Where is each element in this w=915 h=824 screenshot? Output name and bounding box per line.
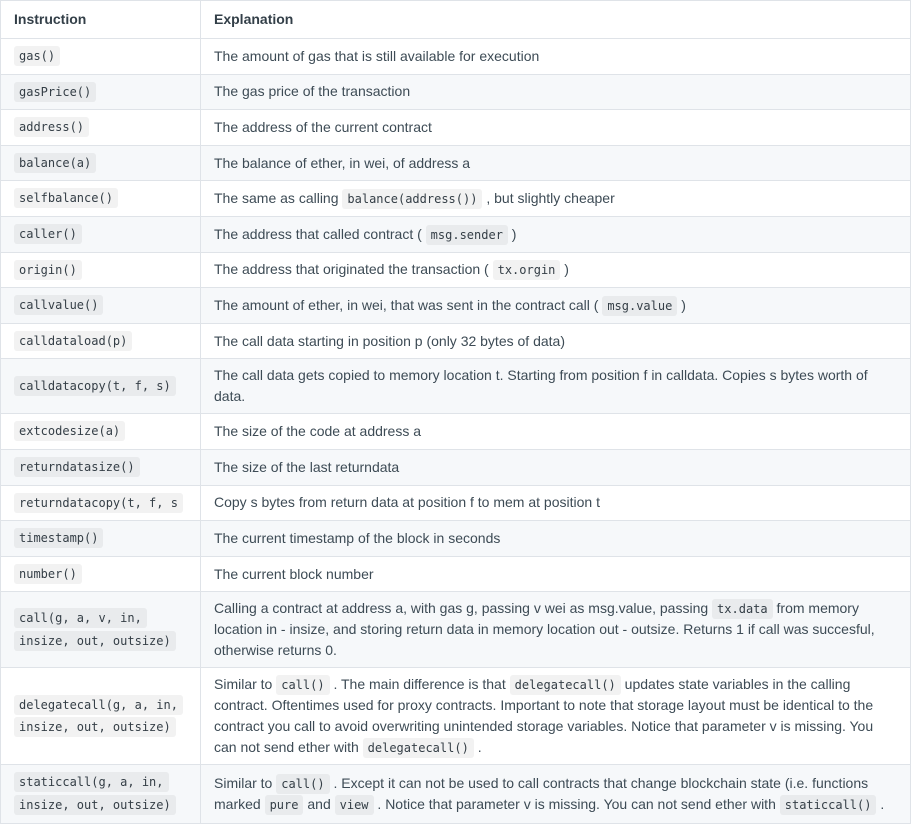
column-header-instruction: Instruction xyxy=(1,1,201,39)
instruction-cell xyxy=(1,145,201,181)
table-row xyxy=(1,216,911,252)
inline-code-chip: msg.value xyxy=(602,296,677,316)
instruction-code-chip: calldatacopy(t, f, s) xyxy=(14,376,176,396)
instruction-cell xyxy=(1,323,201,359)
table-row xyxy=(1,145,911,181)
table-row xyxy=(1,414,911,450)
instruction-code-chip: gas() xyxy=(14,46,60,66)
instruction-cell xyxy=(1,668,201,765)
instruction-cell xyxy=(1,110,201,146)
table-row xyxy=(1,521,911,557)
instruction-cell xyxy=(1,39,201,75)
inline-code-chip: call() xyxy=(276,774,329,794)
instruction-code-chip: call(g, a, v, in, insize, out, outsize) xyxy=(14,608,176,651)
inline-code-chip: msg.sender xyxy=(426,225,508,245)
table-row xyxy=(1,668,911,765)
explanation-cell: The gas price of the transaction xyxy=(201,74,911,110)
instruction-cell xyxy=(1,765,201,823)
instruction-cell xyxy=(1,485,201,521)
instruction-code-chip: caller() xyxy=(14,224,82,244)
explanation-cell: Copy s bytes from return data at position f to mem at position t xyxy=(201,485,911,521)
table-row xyxy=(1,323,911,359)
explanation-cell: The amount of gas that is still available for execution xyxy=(201,39,911,75)
explanation-cell: The call data starting in position p (only 32 bytes of data) xyxy=(201,323,911,359)
instruction-code-chip: calldataload(p) xyxy=(14,331,132,351)
instruction-code-chip: address() xyxy=(14,117,89,137)
explanation-cell: Calling a contract at address a, with gas g, passing v wei as msg.value, passing tx.data from memory location in - insize, and storing return data in memory location out - outsize. Returns 1 if call was succesful, otherwise returns 0. xyxy=(201,592,911,668)
explanation-cell: Similar to call() . The main difference is that delegatecall() updates state variables in the calling contract. Oftentimes used for proxy contracts. Important to note that storage layout must be identical to the contract you call to avoid overwriting unintended storage variables. Notice that parameter v is missing. You can not send ether with delegatecall() . xyxy=(201,668,911,765)
instruction-code-chip: staticcall(g, a, in, insize, out, outsize) xyxy=(14,772,176,815)
instruction-cell xyxy=(1,414,201,450)
explanation-cell: The balance of ether, in wei, of address a xyxy=(201,145,911,181)
explanation-cell: The current timestamp of the block in seconds xyxy=(201,521,911,557)
table-row xyxy=(1,359,911,414)
table-row xyxy=(1,765,911,823)
table-row xyxy=(1,449,911,485)
explanation-cell: The same as calling balance(address()) , but slightly cheaper xyxy=(201,181,911,217)
instruction-cell xyxy=(1,288,201,324)
instruction-cell xyxy=(1,359,201,414)
instruction-code-chip: callvalue() xyxy=(14,295,103,315)
instruction-code-chip: returndatasize() xyxy=(14,457,140,477)
explanation-cell: The current block number xyxy=(201,556,911,592)
instruction-cell xyxy=(1,556,201,592)
inline-code-chip: call() xyxy=(276,675,329,695)
instruction-code-chip: returndatacopy(t, f, s xyxy=(14,493,183,513)
instruction-code-chip: extcodesize(a) xyxy=(14,421,125,441)
instruction-code-chip: selfbalance() xyxy=(14,188,118,208)
instruction-cell xyxy=(1,74,201,110)
table-row xyxy=(1,485,911,521)
inline-code-chip: pure xyxy=(265,795,304,815)
instruction-cell xyxy=(1,181,201,217)
instruction-cell xyxy=(1,252,201,288)
header-row xyxy=(1,1,911,39)
table-row xyxy=(1,252,911,288)
instruction-code-chip: timestamp() xyxy=(14,528,103,548)
instruction-cell xyxy=(1,449,201,485)
inline-code-chip: staticcall() xyxy=(780,795,877,815)
inline-code-chip: view xyxy=(335,795,374,815)
table-row xyxy=(1,39,911,75)
instruction-code-chip: origin() xyxy=(14,260,82,280)
inline-code-chip: balance(address()) xyxy=(342,189,482,209)
table-row xyxy=(1,592,911,668)
explanation-cell: The address that called contract ( msg.sender ) xyxy=(201,216,911,252)
explanation-cell: The size of the last returndata xyxy=(201,449,911,485)
table-row xyxy=(1,110,911,146)
explanation-cell: The size of the code at address a xyxy=(201,414,911,450)
table-row xyxy=(1,288,911,324)
column-header-explanation: Explanation xyxy=(201,1,911,39)
instruction-code-chip: number() xyxy=(14,564,82,584)
explanation-cell: The amount of ether, in wei, that was sent in the contract call ( msg.value ) xyxy=(201,288,911,324)
explanation-cell: The call data gets copied to memory location t. Starting from position f in calldata. Copies s bytes worth of data. xyxy=(201,359,911,414)
inline-code-chip: tx.data xyxy=(712,599,773,619)
explanation-cell: The address of the current contract xyxy=(201,110,911,146)
inline-code-chip: delegatecall() xyxy=(363,738,474,758)
table-row xyxy=(1,556,911,592)
instruction-cell xyxy=(1,592,201,668)
instruction-code-chip: gasPrice() xyxy=(14,82,96,102)
inline-code-chip: tx.orgin xyxy=(493,260,561,280)
instruction-cell xyxy=(1,521,201,557)
table-row xyxy=(1,74,911,110)
table-row xyxy=(1,181,911,217)
instruction-code-chip: delegatecall(g, a, in, insize, out, outsize) xyxy=(14,695,183,738)
explanation-cell: Similar to call() . Except it can not be used to call contracts that change blockchain state (i.e. functions marked pure and view . Notice that parameter v is missing. You can not send ether with staticcall() . xyxy=(201,765,911,823)
explanation-cell: The address that originated the transaction ( tx.orgin ) xyxy=(201,252,911,288)
inline-code-chip: delegatecall() xyxy=(510,675,621,695)
instruction-code-chip: balance(a) xyxy=(14,153,96,173)
instruction-cell xyxy=(1,216,201,252)
